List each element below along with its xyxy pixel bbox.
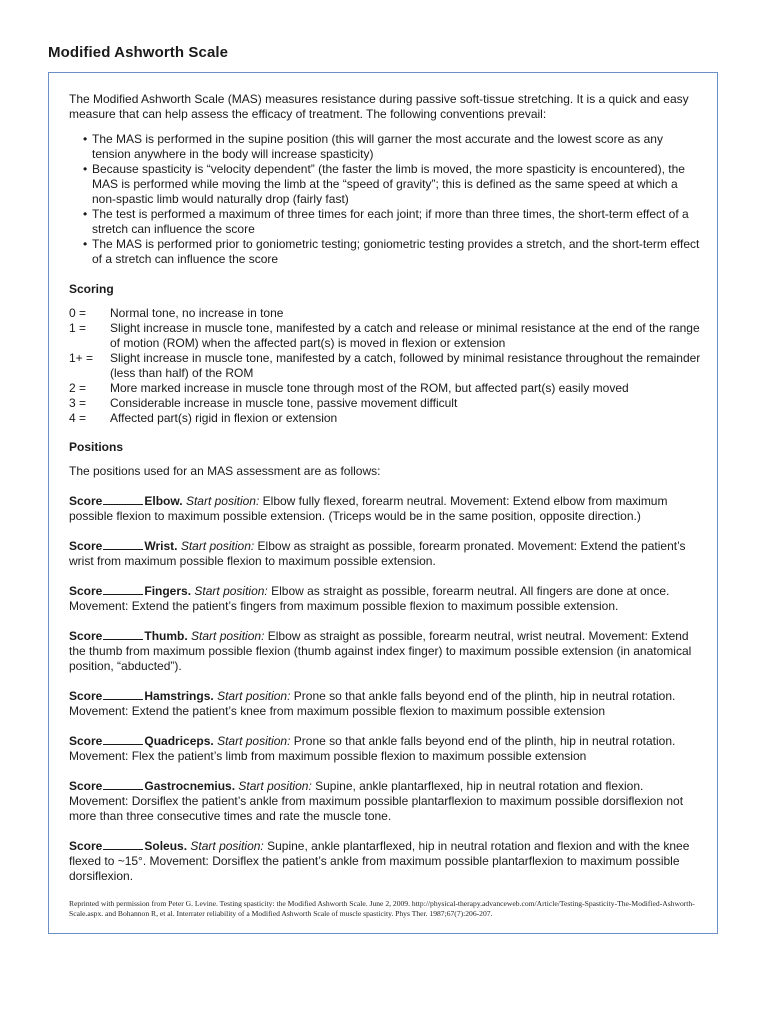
score-label: Score xyxy=(69,584,103,598)
position-text: Supine, ankle plantarflexed, hip in neutral rotation and flexion. Movement: Dorsiflex the patient’s ankle from maximum possible plantarflexion to maximum possible dorsiflexion not more than three consecutive times and rate the muscle tone. xyxy=(69,779,684,823)
scale-description: Considerable increase in muscle tone, passive movement difficult xyxy=(110,396,458,410)
scale-row xyxy=(69,306,703,321)
scoring-list xyxy=(69,306,703,426)
content-box xyxy=(48,72,718,934)
start-label: Start position: xyxy=(190,839,264,853)
scale-row xyxy=(69,396,703,411)
scale-grade: 2 = xyxy=(69,381,87,395)
scale-row xyxy=(69,321,703,351)
position-text: Elbow as straight as possible, forearm neutral. All fingers are done at once. Movement: Extend the patient’s fingers from maximum possible flexion to maximum possible extension. xyxy=(69,584,670,613)
reference-citation: Reprinted with permission from Peter G. Levine. Testing spasticity: the Modified Ashworth Scale. June 2, 2009. http://physical-therapy.advanceweb.com/Article/Testing-Spasticity-The-Modified-Ashworth-Scale.aspx. and Bohannon R, et al. Interrater reliability of a Modified Ashworth Scale of muscle spasticity. Phys Ther. 1987;67(7):206-207. xyxy=(69,899,695,918)
score-blank[interactable] xyxy=(103,839,143,850)
start-label: Start position: xyxy=(191,629,265,643)
start-label: Start position: xyxy=(185,494,260,508)
scoring-heading: Scoring xyxy=(69,282,114,296)
position-entry-thumb xyxy=(69,629,703,674)
scale-grade: 4 = xyxy=(69,411,87,425)
position-text: Elbow as straight as possible, forearm neutral, wrist neutral. Movement: Extend the thumb from maximum possible flexion (thumb against index finger) to maximum possible extension (in anatomical position, “abducted”). xyxy=(69,629,692,673)
scale-row xyxy=(69,351,703,381)
score-blank[interactable] xyxy=(103,539,143,550)
scale-description: More marked increase in muscle tone through most of the ROM, but affected part(s) easily moved xyxy=(110,381,629,395)
position-entry-gastrocnemius xyxy=(69,779,703,824)
position-entry-soleus xyxy=(69,839,703,884)
position-text: Elbow as straight as possible, forearm pronated. Movement: Extend the patient’s wrist from maximum possible flexion to maximum possible extension. xyxy=(69,539,686,568)
page-title: Modified Ashworth Scale xyxy=(48,44,229,61)
score-label: Score xyxy=(69,839,103,853)
convention-item: • The MAS is performed prior to goniometric testing; goniometric testing provides a stretch, and the short-term effect of a stretch can influence the score xyxy=(83,237,703,267)
start-label: Start position: xyxy=(180,539,255,553)
muscle-name: Wrist. xyxy=(144,539,178,553)
position-text: Elbow fully flexed, forearm neutral. Movement: Extend elbow from maximum possible flexion to maximum possible extension. (Triceps would be in the same position, opposite direction.) xyxy=(69,494,668,523)
score-blank[interactable] xyxy=(103,689,143,700)
score-blank[interactable] xyxy=(103,629,143,640)
conventions-list xyxy=(83,132,703,267)
scale-description: Affected part(s) rigid in flexion or extension xyxy=(110,411,338,425)
position-text: Supine, ankle plantarflexed, hip in neutral rotation and flexion and with the knee flexed to ~15°. Movement: Dorsiflex the patient’s ankle from maximum possible plantarflexion to maximum possible dorsiflexion. xyxy=(69,839,690,883)
intro-paragraph: The Modified Ashworth Scale (MAS) measures resistance during passive soft-tissue stretching. It is a quick and easy measure that can help assess the efficacy of treatment. The following conventions prevail: xyxy=(69,92,689,121)
start-label: Start position: xyxy=(217,734,291,748)
scale-row xyxy=(69,411,703,426)
scale-grade: 3 = xyxy=(69,396,87,410)
position-text: Prone so that ankle falls beyond end of the plinth, hip in neutral rotation. Movement: Extend the patient’s knee from maximum possible flexion to maximum possible extension xyxy=(69,689,676,718)
muscle-name: Thumb. xyxy=(144,629,188,643)
content xyxy=(69,92,703,918)
scale-description: Slight increase in muscle tone, manifested by a catch, followed by minimal resistance throughout the remainder (less than half) of the ROM xyxy=(110,351,701,380)
scale-description: Slight increase in muscle tone, manifested by a catch and release or minimal resistance at the end of the range of motion (ROM) when the affected part(s) is moved in flexion or extension xyxy=(110,321,700,350)
scale-description: Normal tone, no increase in tone xyxy=(110,306,284,320)
score-blank[interactable] xyxy=(103,494,143,505)
positions-heading: Positions xyxy=(69,440,124,454)
start-label: Start position: xyxy=(238,779,312,793)
score-label: Score xyxy=(69,629,103,643)
position-text: Prone so that ankle falls beyond end of the plinth, hip in neutral rotation. Movement: Flex the patient’s limb from maximum possible flexion to maximum possible extension xyxy=(69,734,676,763)
scale-row xyxy=(69,381,703,396)
scale-grade: 1 = xyxy=(69,321,87,335)
muscle-name: Elbow. xyxy=(144,494,183,508)
convention-item: • The MAS is performed in the supine position (this will garner the most accurate and the lowest score as any tension anywhere in the body will increase spasticity) xyxy=(83,132,703,162)
scale-grade: 1+ = xyxy=(69,351,94,365)
position-entry-hamstrings xyxy=(69,689,703,719)
convention-item: • The test is performed a maximum of three times for each joint; if more than three times, the short-term effect of a stretch can influence the score xyxy=(83,207,703,237)
muscle-name: Hamstrings. xyxy=(144,689,214,703)
position-entry-fingers xyxy=(69,584,703,614)
muscle-name: Gastrocnemius. xyxy=(144,779,236,793)
start-label: Start position: xyxy=(194,584,268,598)
muscle-name: Soleus. xyxy=(144,839,188,853)
score-label: Score xyxy=(69,734,103,748)
convention-item: • Because spasticity is “velocity dependent” (the faster the limb is moved, the more spasticity is encountered), the MAS is performed while moving the limb at the “speed of gravity”; this is defined as the same speed at which a non-spastic limb would naturally drop (fairly fast) xyxy=(83,162,703,207)
scale-grade: 0 = xyxy=(69,306,87,320)
position-entry-quadriceps xyxy=(69,734,703,764)
score-label: Score xyxy=(69,689,103,703)
score-label: Score xyxy=(69,539,103,553)
muscle-name: Quadriceps. xyxy=(144,734,214,748)
score-label: Score xyxy=(69,494,103,508)
positions-intro: The positions used for an MAS assessment are as follows: xyxy=(69,464,381,478)
position-entry-elbow xyxy=(69,494,703,524)
position-entry-wrist xyxy=(69,539,703,569)
muscle-name: Fingers. xyxy=(144,584,192,598)
score-blank[interactable] xyxy=(103,584,143,595)
start-label: Start position: xyxy=(217,689,291,703)
score-blank[interactable] xyxy=(103,734,143,745)
score-blank[interactable] xyxy=(103,779,143,790)
score-label: Score xyxy=(69,779,103,793)
